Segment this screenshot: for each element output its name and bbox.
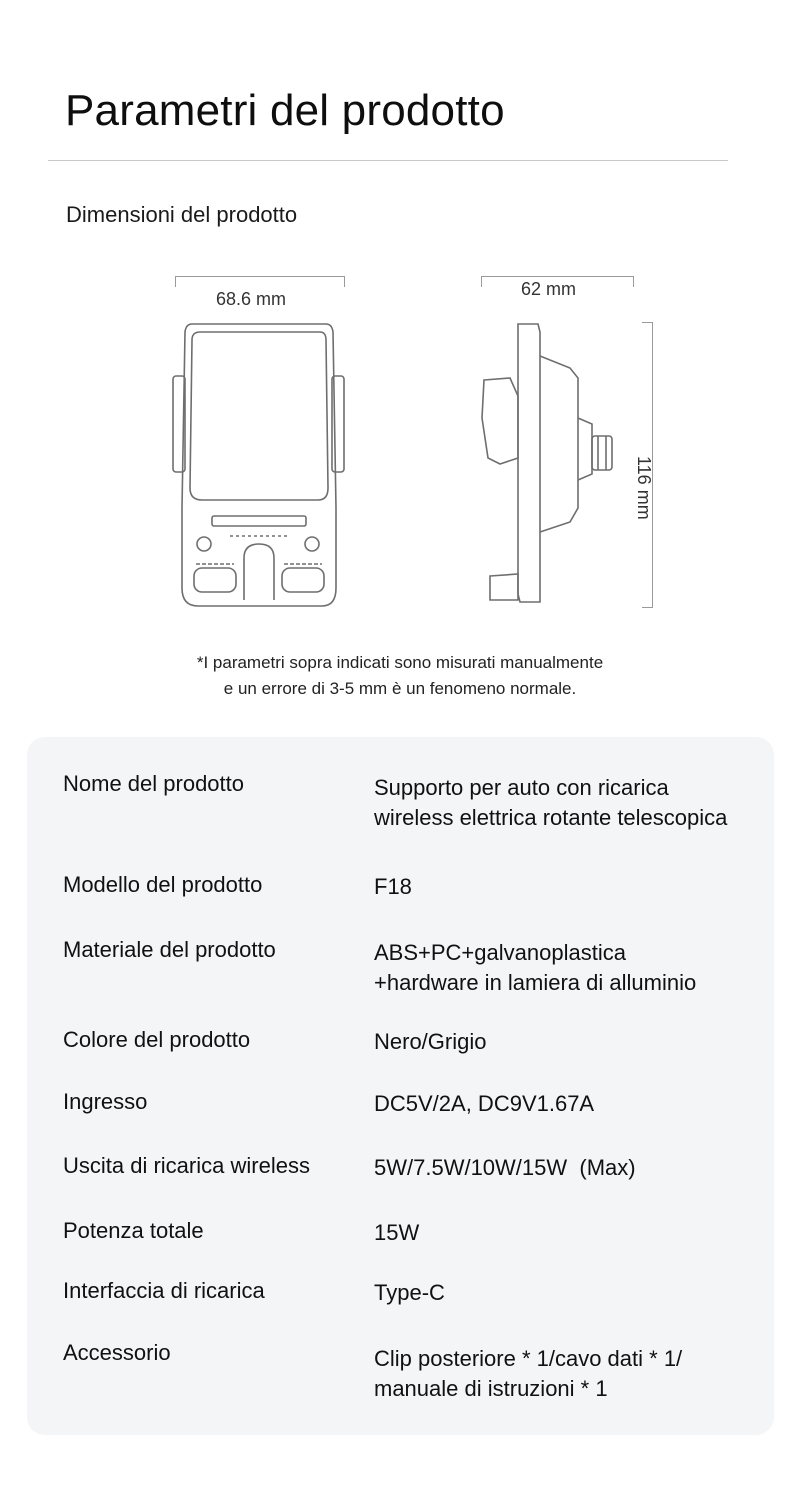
spec-table bbox=[27, 737, 774, 1435]
spec-value-line: Nero/Grigio bbox=[374, 1029, 487, 1054]
spec-value bbox=[374, 1218, 419, 1248]
spec-value bbox=[374, 1089, 594, 1119]
spec-value-line: +hardware in lamiera di alluminio bbox=[374, 970, 697, 995]
front-width-bracket bbox=[175, 276, 345, 287]
spec-label: Nome del prodotto bbox=[63, 771, 244, 796]
spec-value-line: manuale di istruzioni * 1 bbox=[374, 1376, 608, 1401]
spec-value-line: Type-C bbox=[374, 1280, 445, 1305]
spec-label: Ingresso bbox=[63, 1089, 148, 1114]
measurement-note-line-2: e un errore di 3-5 mm è un fenomeno normale. bbox=[223, 679, 577, 698]
spec-value-line: F18 bbox=[374, 874, 412, 899]
spec-value-line: DC5V/2A, DC9V1.67A bbox=[374, 1091, 595, 1116]
spec-label: Potenza totale bbox=[63, 1218, 204, 1243]
spec-label: Uscita di ricarica wireless bbox=[63, 1153, 310, 1178]
spec-value bbox=[374, 1153, 636, 1183]
spec-value-line: ABS+PC+galvanoplastica bbox=[374, 940, 626, 965]
spec-label: Colore del prodotto bbox=[63, 1027, 251, 1052]
front-width-label: 68.6 mm bbox=[216, 289, 287, 309]
side-width-label: 62 mm bbox=[521, 279, 577, 299]
spec-label: Materiale del prodotto bbox=[63, 937, 276, 962]
section-title: Dimensioni del prodotto bbox=[66, 202, 298, 227]
spec-value bbox=[374, 773, 727, 833]
title-divider bbox=[48, 160, 728, 161]
spec-value bbox=[374, 1344, 682, 1404]
height-label: 116 mm bbox=[634, 456, 654, 520]
measurement-note-line-1: *I parametri sopra indicati sono misurati manualmente bbox=[196, 653, 604, 672]
spec-label: Accessorio bbox=[63, 1340, 171, 1365]
spec-value bbox=[374, 938, 696, 998]
front-view-drawing bbox=[170, 318, 350, 612]
spec-value-line: Clip posteriore * 1/cavo dati * 1/ bbox=[374, 1346, 683, 1371]
spec-label: Interfaccia di ricarica bbox=[63, 1278, 265, 1303]
spec-value-line: wireless elettrica rotante telescopica bbox=[374, 805, 728, 830]
spec-value-line: 5W/7.5W/10W/15W (Max) bbox=[374, 1155, 636, 1180]
spec-value bbox=[374, 872, 412, 902]
spec-label: Modello del prodotto bbox=[63, 872, 263, 897]
page-title: Parametri del prodotto bbox=[65, 86, 505, 135]
spec-value bbox=[374, 1278, 445, 1308]
spec-value bbox=[374, 1027, 486, 1057]
side-view-drawing bbox=[478, 318, 638, 612]
spec-value-line: 15W bbox=[374, 1220, 420, 1245]
spec-value-line: Supporto per auto con ricarica bbox=[374, 775, 669, 800]
